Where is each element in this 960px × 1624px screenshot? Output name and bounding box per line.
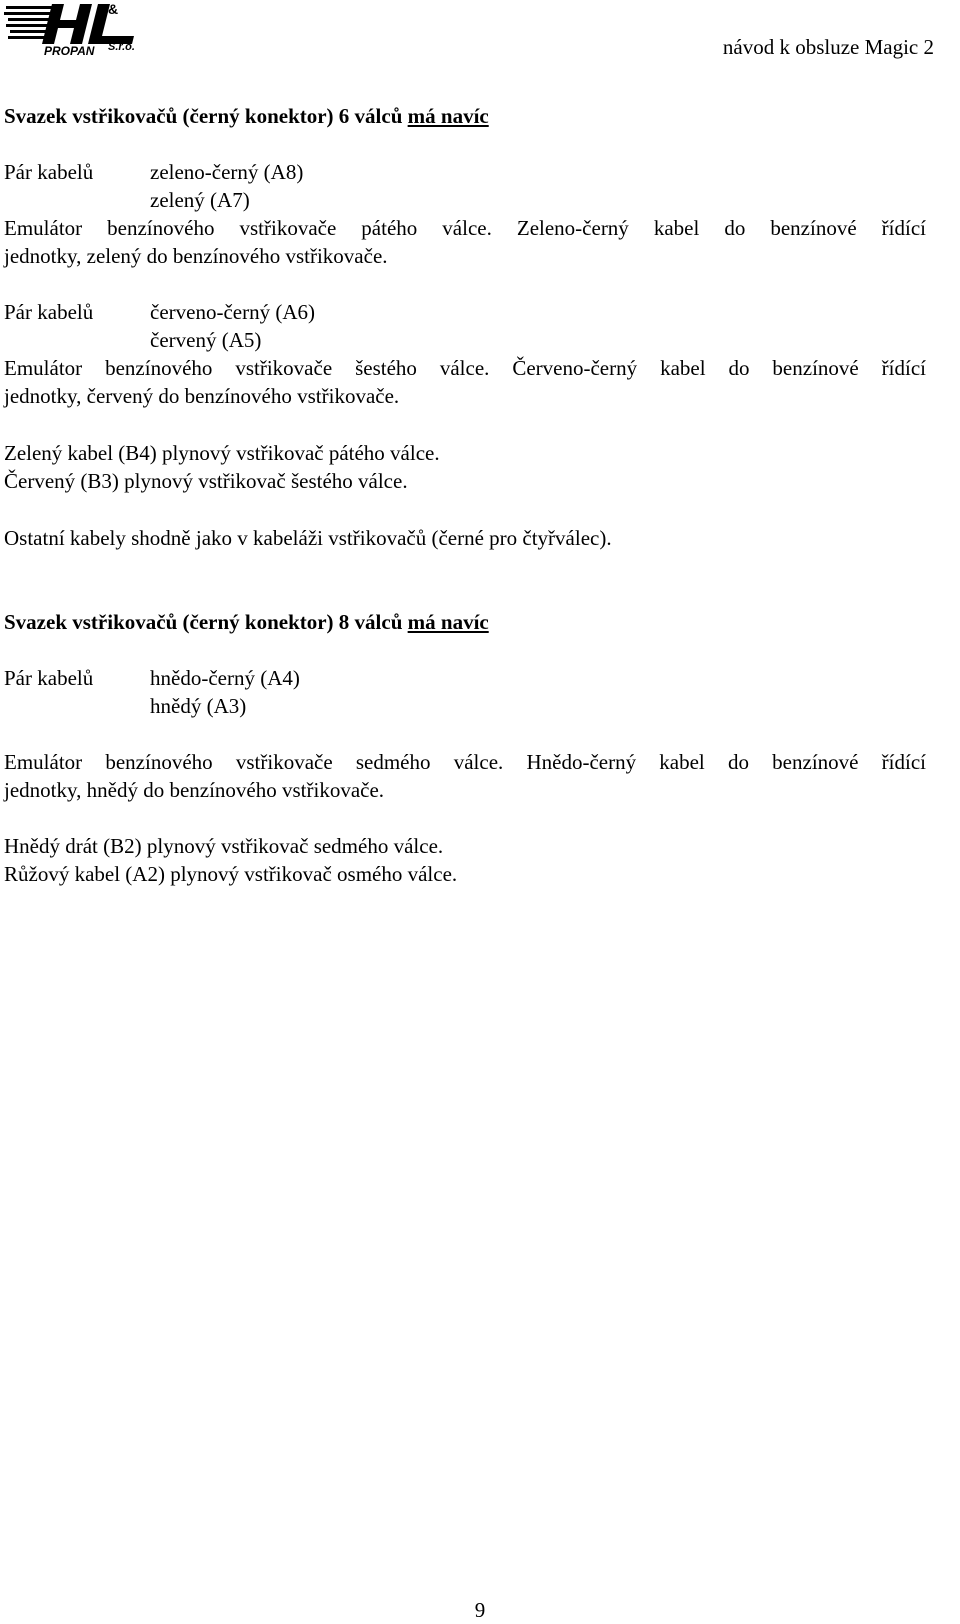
wire-pair-value: zelený (A7) <box>150 188 250 212</box>
section-heading-8-cylinders: Svazek vstřikovačů (černý konektor) 8 válců má navíc <box>4 610 489 634</box>
wire-pair-value: zeleno-černý (A8) <box>150 160 304 184</box>
paragraph-line: jednotky, hnědý do benzínového vstřikovače. <box>4 778 385 802</box>
document-title: návod k obsluze Magic 2 <box>722 35 934 59</box>
paragraph-line: Hnědý drát (B2) plynový vstřikovač sedmého válce. <box>4 834 444 858</box>
pair-label: Pár kabelů <box>4 666 94 690</box>
wire-pair-value: hnědý (A3) <box>150 694 247 718</box>
company-logo <box>4 0 144 58</box>
page-number: 9 <box>474 1598 486 1622</box>
paragraph-line: Ostatní kabely shodně jako v kabeláži vstřikovačů (černé pro čtyřválec). <box>4 526 612 550</box>
wire-pair-value: červeno-černý (A6) <box>150 300 315 324</box>
pair-label: Pár kabelů <box>4 160 94 184</box>
svg-text:&: & <box>108 1 119 17</box>
paragraph-line: Růžový kabel (A2) plynový vstřikovač osmého válce. <box>4 862 458 886</box>
paragraph-line: jednotky, červený do benzínového vstřikovače. <box>4 384 400 408</box>
paragraph-line: Červený (B3) plynový vstřikovač šestého válce. <box>4 469 408 493</box>
paragraph-line: Zelený kabel (B4) plynový vstřikovač pátého válce. <box>4 441 440 465</box>
svg-text:PROPAN: PROPAN <box>44 44 95 58</box>
paragraph-line: Emulátor benzínového vstřikovače pátého válce. Zeleno-černý kabel do benzínové řídící <box>4 216 926 240</box>
section-heading-6-cylinders: Svazek vstřikovačů (černý konektor) 6 válců má navíc <box>4 104 489 128</box>
paragraph-line: jednotky, zelený do benzínového vstřikovače. <box>4 244 388 268</box>
wire-pair-value: červený (A5) <box>150 328 262 352</box>
paragraph-line: Emulátor benzínového vstřikovače šestého válce. Červeno-černý kabel do benzínové řídící <box>4 356 926 380</box>
pair-label: Pár kabelů <box>4 300 94 324</box>
wire-pair-value: hnědo-černý (A4) <box>150 666 300 690</box>
paragraph-line: Emulátor benzínového vstřikovače sedmého válce. Hnědo-černý kabel do benzínové řídící <box>4 750 926 774</box>
svg-text:S.r.o.: S.r.o. <box>108 41 135 53</box>
